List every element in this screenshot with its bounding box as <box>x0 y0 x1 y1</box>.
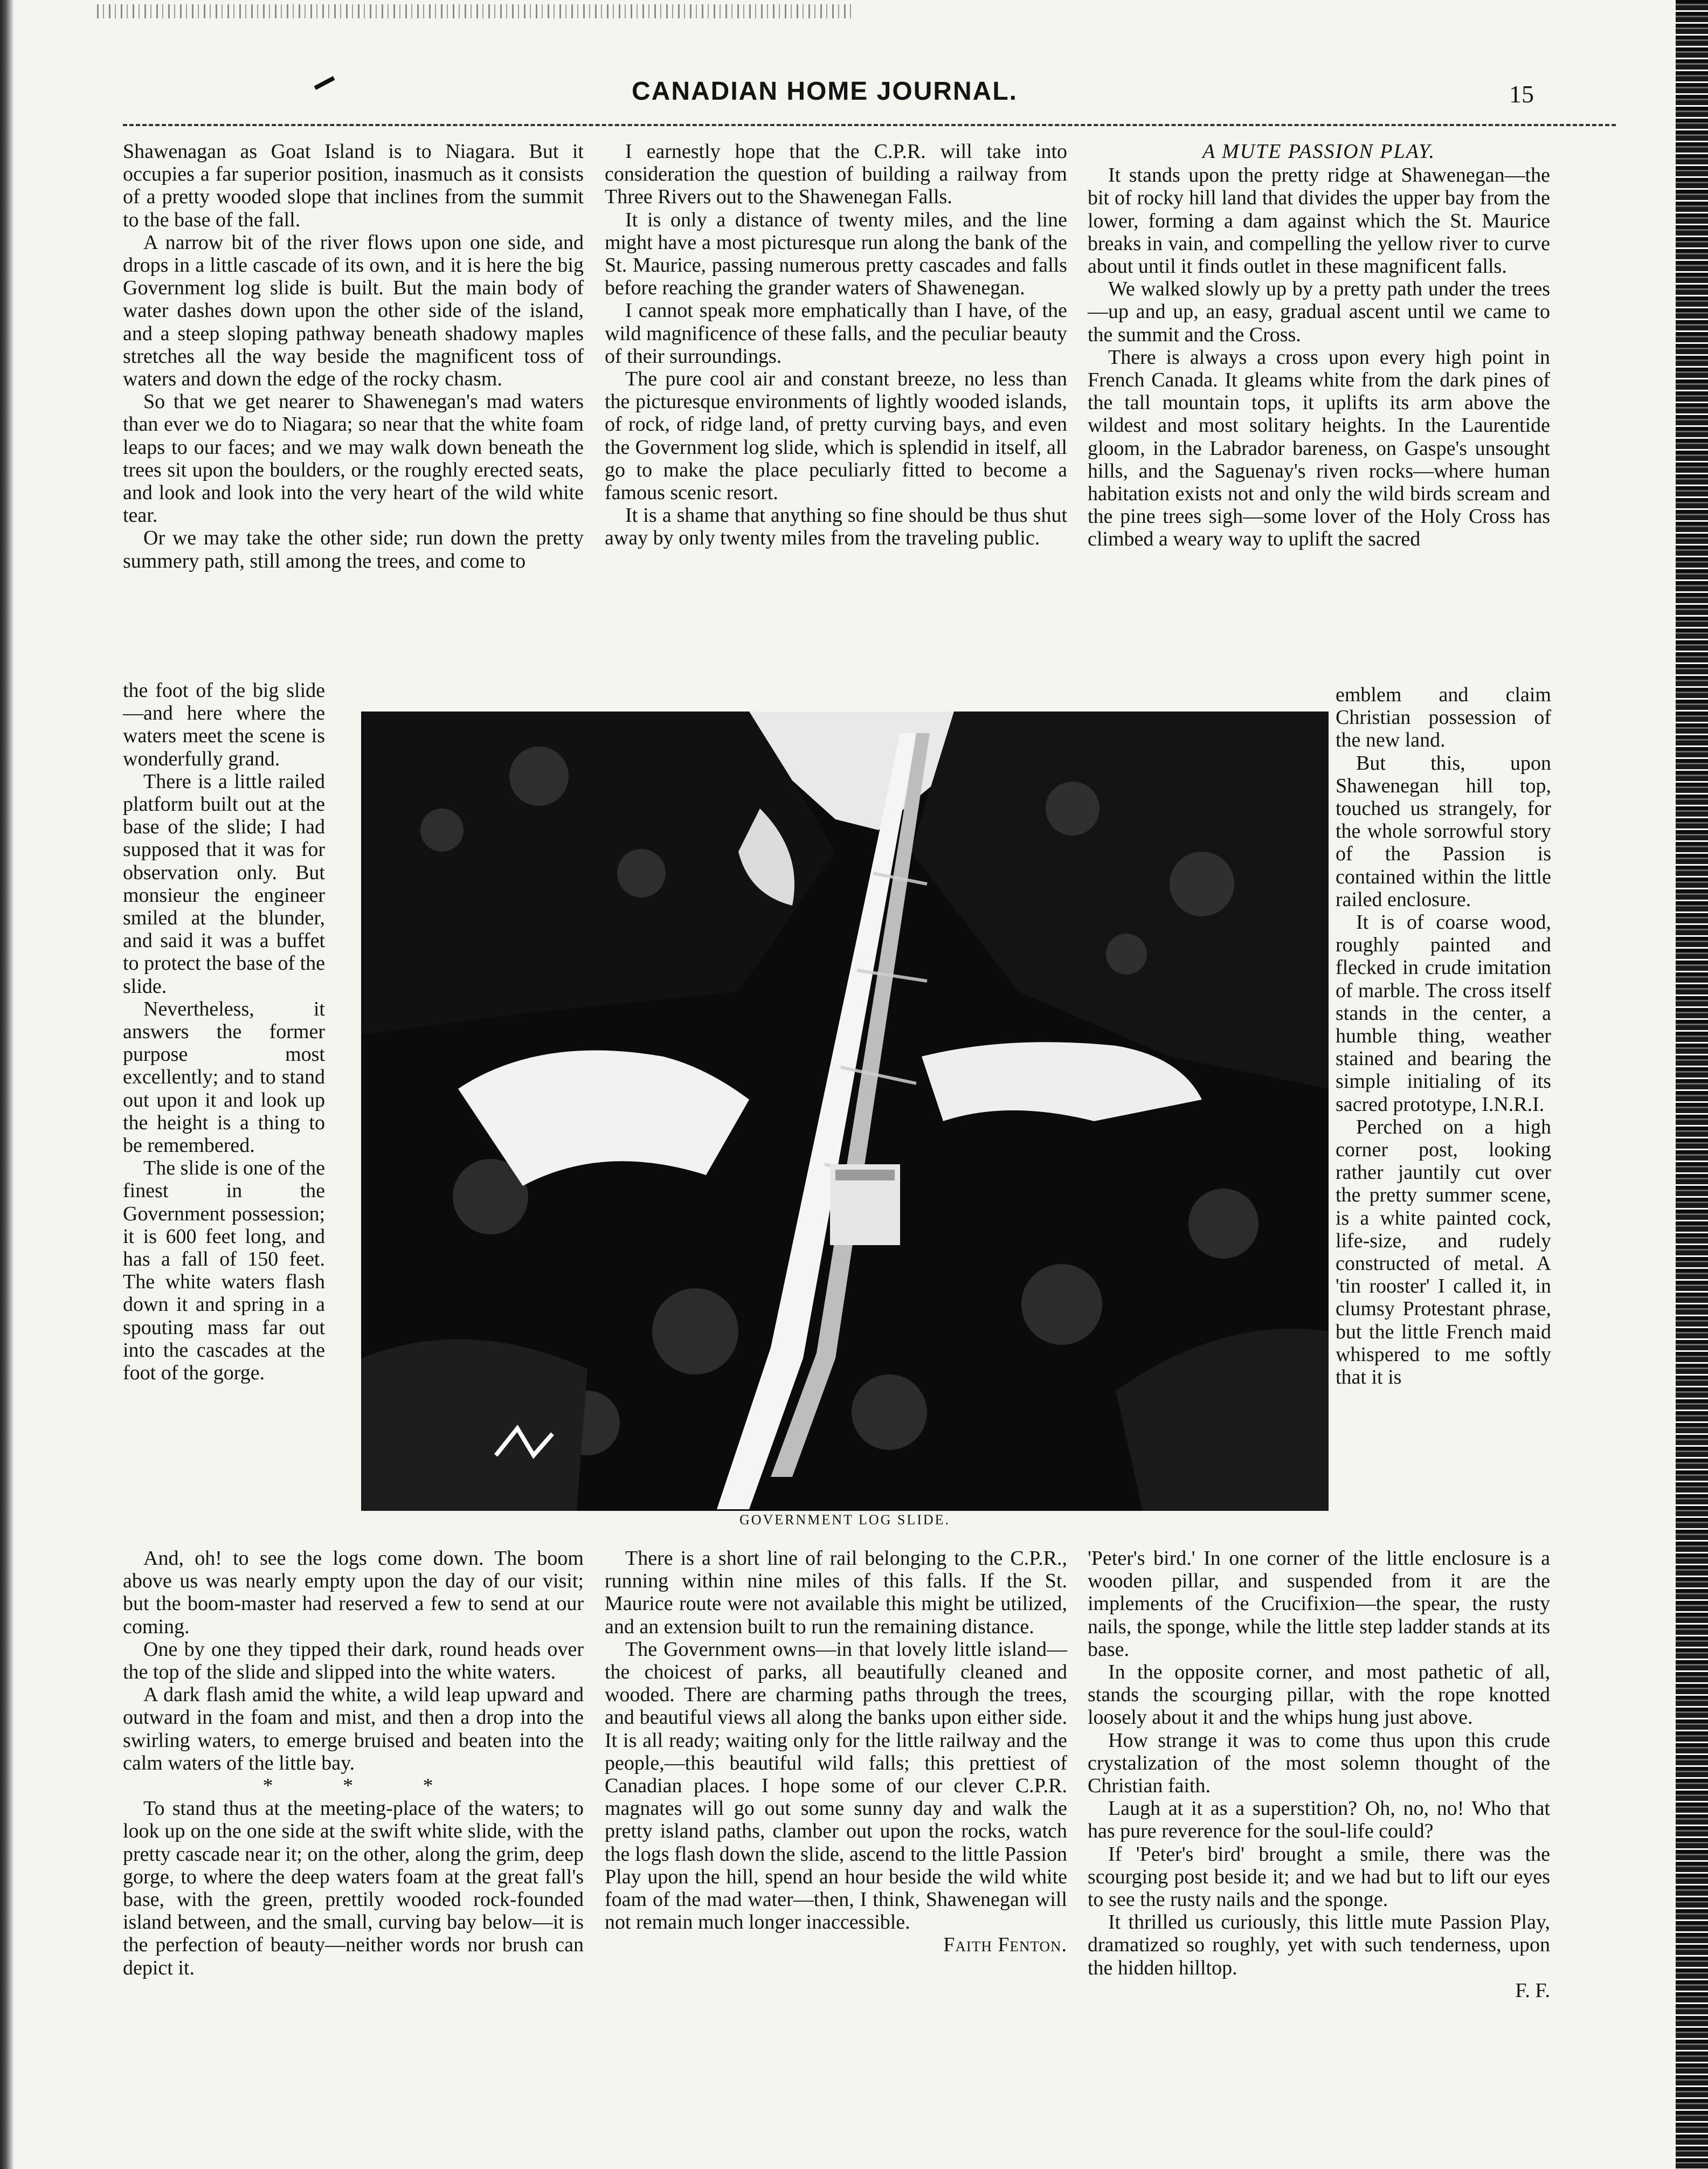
author-signature-row <box>605 1933 1067 1956</box>
header-ornament <box>314 76 335 90</box>
paragraph: So that we get nearer to Shawenegan's mad waters than ever we do to Niagara; so near that the white foam leaps to our faces; and we may walk down beneath the trees sit upon the boulders, or the roughly erected seats, and look and look into the very heart of the wild white tear. <box>123 390 584 527</box>
column-3-narrow <box>1336 683 1551 1389</box>
column-3-bottom <box>1088 1547 1550 2002</box>
page-scan-edge-left <box>0 0 14 2169</box>
paragraph: And, oh! to see the logs come down. The boom above us was nearly empty upon the day of our visit; but the boom-master had reserved a few to send at our coming. <box>123 1547 584 1638</box>
column-1-top <box>123 140 584 572</box>
paragraph: 'Peter's bird.' In one corner of the little enclosure is a wooden pillar, and suspended from it are the implements of the Crucifixion—the spear, the rusty nails, the sponge, while the little step ladder stands at its base. <box>1088 1547 1550 1661</box>
photo-illustration <box>361 712 1329 1511</box>
scan-noise-top <box>97 4 852 18</box>
paragraph: It is of coarse wood, roughly painted and flecked in crude imitation of marble. The cross itself stands in the center, a humble thing, weather stained and bearing the simple initialing of its sacred prototype, I.N.R.I. <box>1336 911 1551 1116</box>
paragraph: In the opposite corner, and most pathetic of all, stands the scourging pillar, with the rope knotted loosely about it and the whips hung just above. <box>1088 1661 1550 1729</box>
author-signature: F. F. <box>1515 1979 1550 2002</box>
paragraph: A dark flash amid the white, a wild leap upward and outward in the foam and mist, and then a drop into the swirling waters, to emerge bruised and beaten into the calm waters of the little bay. <box>123 1683 584 1774</box>
paragraph: It is a shame that anything so fine should be thus shut away by only twenty miles from the traveling public. <box>605 504 1067 550</box>
section-separator: * * * <box>262 1774 466 1798</box>
column-2-top <box>605 140 1067 550</box>
paragraph: The pure cool air and constant breeze, no less than the picturesque environments of lightly wooded islands, of rock, of ridge land, of pretty curving bays, and even the Government log slide, which is splendid in itself, all go to make the place peculiarly fitted to become a famous scenic resort. <box>605 368 1067 505</box>
paragraph: Nevertheless, it answers the former purpose most excellently; and to stand out upon it and look up the height is a thing to be remembered. <box>123 997 325 1157</box>
column-2-bottom <box>605 1547 1067 1957</box>
paragraph: the foot of the big slide—and here where the waters meet the scene is wonderfully grand. <box>123 679 325 770</box>
paragraph: emblem and claim Christian possession of the new land. <box>1336 683 1551 752</box>
paragraph: Or we may take the other side; run down the pretty summery path, still among the trees, and come to <box>123 527 584 572</box>
paragraph: It is only a distance of twenty miles, and the line might have a most picturesque run along the bank of the St. Maurice, passing numerous pretty cascades and falls before reaching the grander waters of Shawenegan. <box>605 208 1067 300</box>
section-title: A MUTE PASSION PLAY. <box>1202 140 1436 163</box>
paragraph: It stands upon the pretty ridge at Shawenegan—the bit of rocky hill land that divides the upper bay from the lower, forming a dam against which the St. Maurice breaks in vain, and compelling the yellow river to curve about until it finds outlet in these magnificent falls. <box>1088 164 1550 278</box>
paragraph: Laugh at it as a superstition? Oh, no, no! Who that has pure reverence for the soul-life could? <box>1088 1797 1550 1843</box>
paragraph: But this, upon Shawenegan hill top, touched us strangely, for the whole sorrowful story of the Passion is contained within the little railed enclosure. <box>1336 751 1551 911</box>
column-1-bottom <box>123 1547 584 1979</box>
page-scan-edge-right <box>1676 0 1708 2169</box>
paragraph: Perched on a high corner post, looking rather jauntily cut over the pretty summer scene, is a white painted cock, life-size, and rudely constructed of metal. A 'tin rooster' I called it, in clumsy Protestant phrase, but the little French maid whispered to me softly that it is <box>1336 1115 1551 1389</box>
paragraph: Shawenagan as Goat Island is to Niagara. But it occupies a far superior position, inasmuch as it consists of a pretty wooded slope that inclines from the summit to the base of the fall. <box>123 140 584 231</box>
paragraph: I cannot speak more emphatically than I have, of the wild magnificence of these falls, and the peculiar beauty of their surroundings. <box>605 299 1067 368</box>
log-slide-photograph <box>361 712 1329 1511</box>
author-signature: Faith Fenton. <box>943 1933 1067 1957</box>
paragraph: How strange it was to come thus upon this crude crystalization of the most solemn thought of the Christian faith. <box>1088 1729 1550 1798</box>
paragraph: To stand thus at the meeting-place of the waters; to look up on the one side at the swift white slide, with the pretty cascade near it; on the other, along the grim, deep gorge, to where the deep waters foam at the great fall's base, with the green, prettily wooded rock-founded island between, and the small, curving bay below—it is the perfection of beauty—neither words nor brush can depict it. <box>123 1797 584 1979</box>
paragraph: If 'Peter's bird' brought a smile, there was the scourging post beside it; and we had but to lift our eyes to see the rusty nails and the sponge. <box>1088 1842 1550 1911</box>
column-1-narrow <box>123 679 325 1384</box>
photo-caption: GOVERNMENT LOG SLIDE. <box>739 1512 951 1528</box>
paragraph: We walked slowly up by a pretty path under the trees—up and up, an easy, gradual ascent until we came to the summit and the Cross. <box>1088 278 1550 346</box>
column-3-top <box>1088 140 1550 551</box>
paragraph: There is a short line of rail belonging to the C.P.R., running within nine miles of this falls. If the St. Maurice route were not available this might be utilized, and an extension built to run the remaining distance. <box>605 1547 1067 1638</box>
paragraph: There is a little railed platform built out at the base of the slide; I had supposed that it was for observation only. But monsieur the engineer smiled at the blunder, and said it was a buffet to protect the base of the slide. <box>123 770 325 998</box>
paragraph: A narrow bit of the river flows upon one side, and drops in a little cascade of its own, and it is here the big Government log slide is built. But the main body of water dashes down upon the other side of the island, and a steep sloping pathway beneath shadowy maples stretches all the way beside the magnificent toss of waters and down the edge of the rocky chasm. <box>123 231 584 391</box>
paragraph: The slide is one of the finest in the Government possession; it is 600 feet long, and has a fall of 150 feet. The white waters flash down it and spring in a spouting mass far out into the cascades at the foot of the gorge. <box>123 1157 325 1385</box>
page-number: 15 <box>1509 80 1534 108</box>
paragraph: One by one they tipped their dark, round heads over the top of the slide and slipped into the white waters. <box>123 1638 584 1684</box>
paragraph: It thrilled us curiously, this little mute Passion Play, dramatized so roughly, yet with such tenderness, upon the hidden hilltop. <box>1088 1911 1550 1979</box>
author-signature-row <box>1088 1979 1550 2002</box>
header-rule <box>123 124 1616 126</box>
paragraph: There is always a cross upon every high point in French Canada. It gleams white from the dark pines of the tall mountain tops, it uplifts its arm above the wildest and most solitary heights. In the Laurentide gloom, in the Labrador bareness, on Gaspe's unsought hills, and the Saguenay's riven rocks—where human habitation exists not and only the wild birds scream and the pine trees sigh—some lover of the Holy Cross has climbed a weary way to uplift the sacred <box>1088 346 1550 551</box>
paragraph: The Government owns—in that lovely little island—the choicest of parks, all beautifully cleaned and wooded. There are charming paths through the trees, and beautiful views all along the banks upon either side. It is all ready; waiting only for the little railway and the people,—this beautiful wild falls; this prettiest of Canadian places. I hope some of our clever C.P.R. magnates will go out some sunny day and walk the pretty island paths, clamber out upon the rocks, watch the logs flash down the slide, ascend to the little Passion Play upon the hill, spend an hour beside the wild white foam of the mad water—then, I think, Shawenegan will not remain much longer inaccessible. <box>605 1638 1067 1934</box>
paragraph: I earnestly hope that the C.P.R. will take into consideration the question of building a railway from Three Rivers out to the Shawenegan Falls. <box>605 140 1067 209</box>
running-head: CANADIAN HOME JOURNAL. <box>632 77 1018 106</box>
